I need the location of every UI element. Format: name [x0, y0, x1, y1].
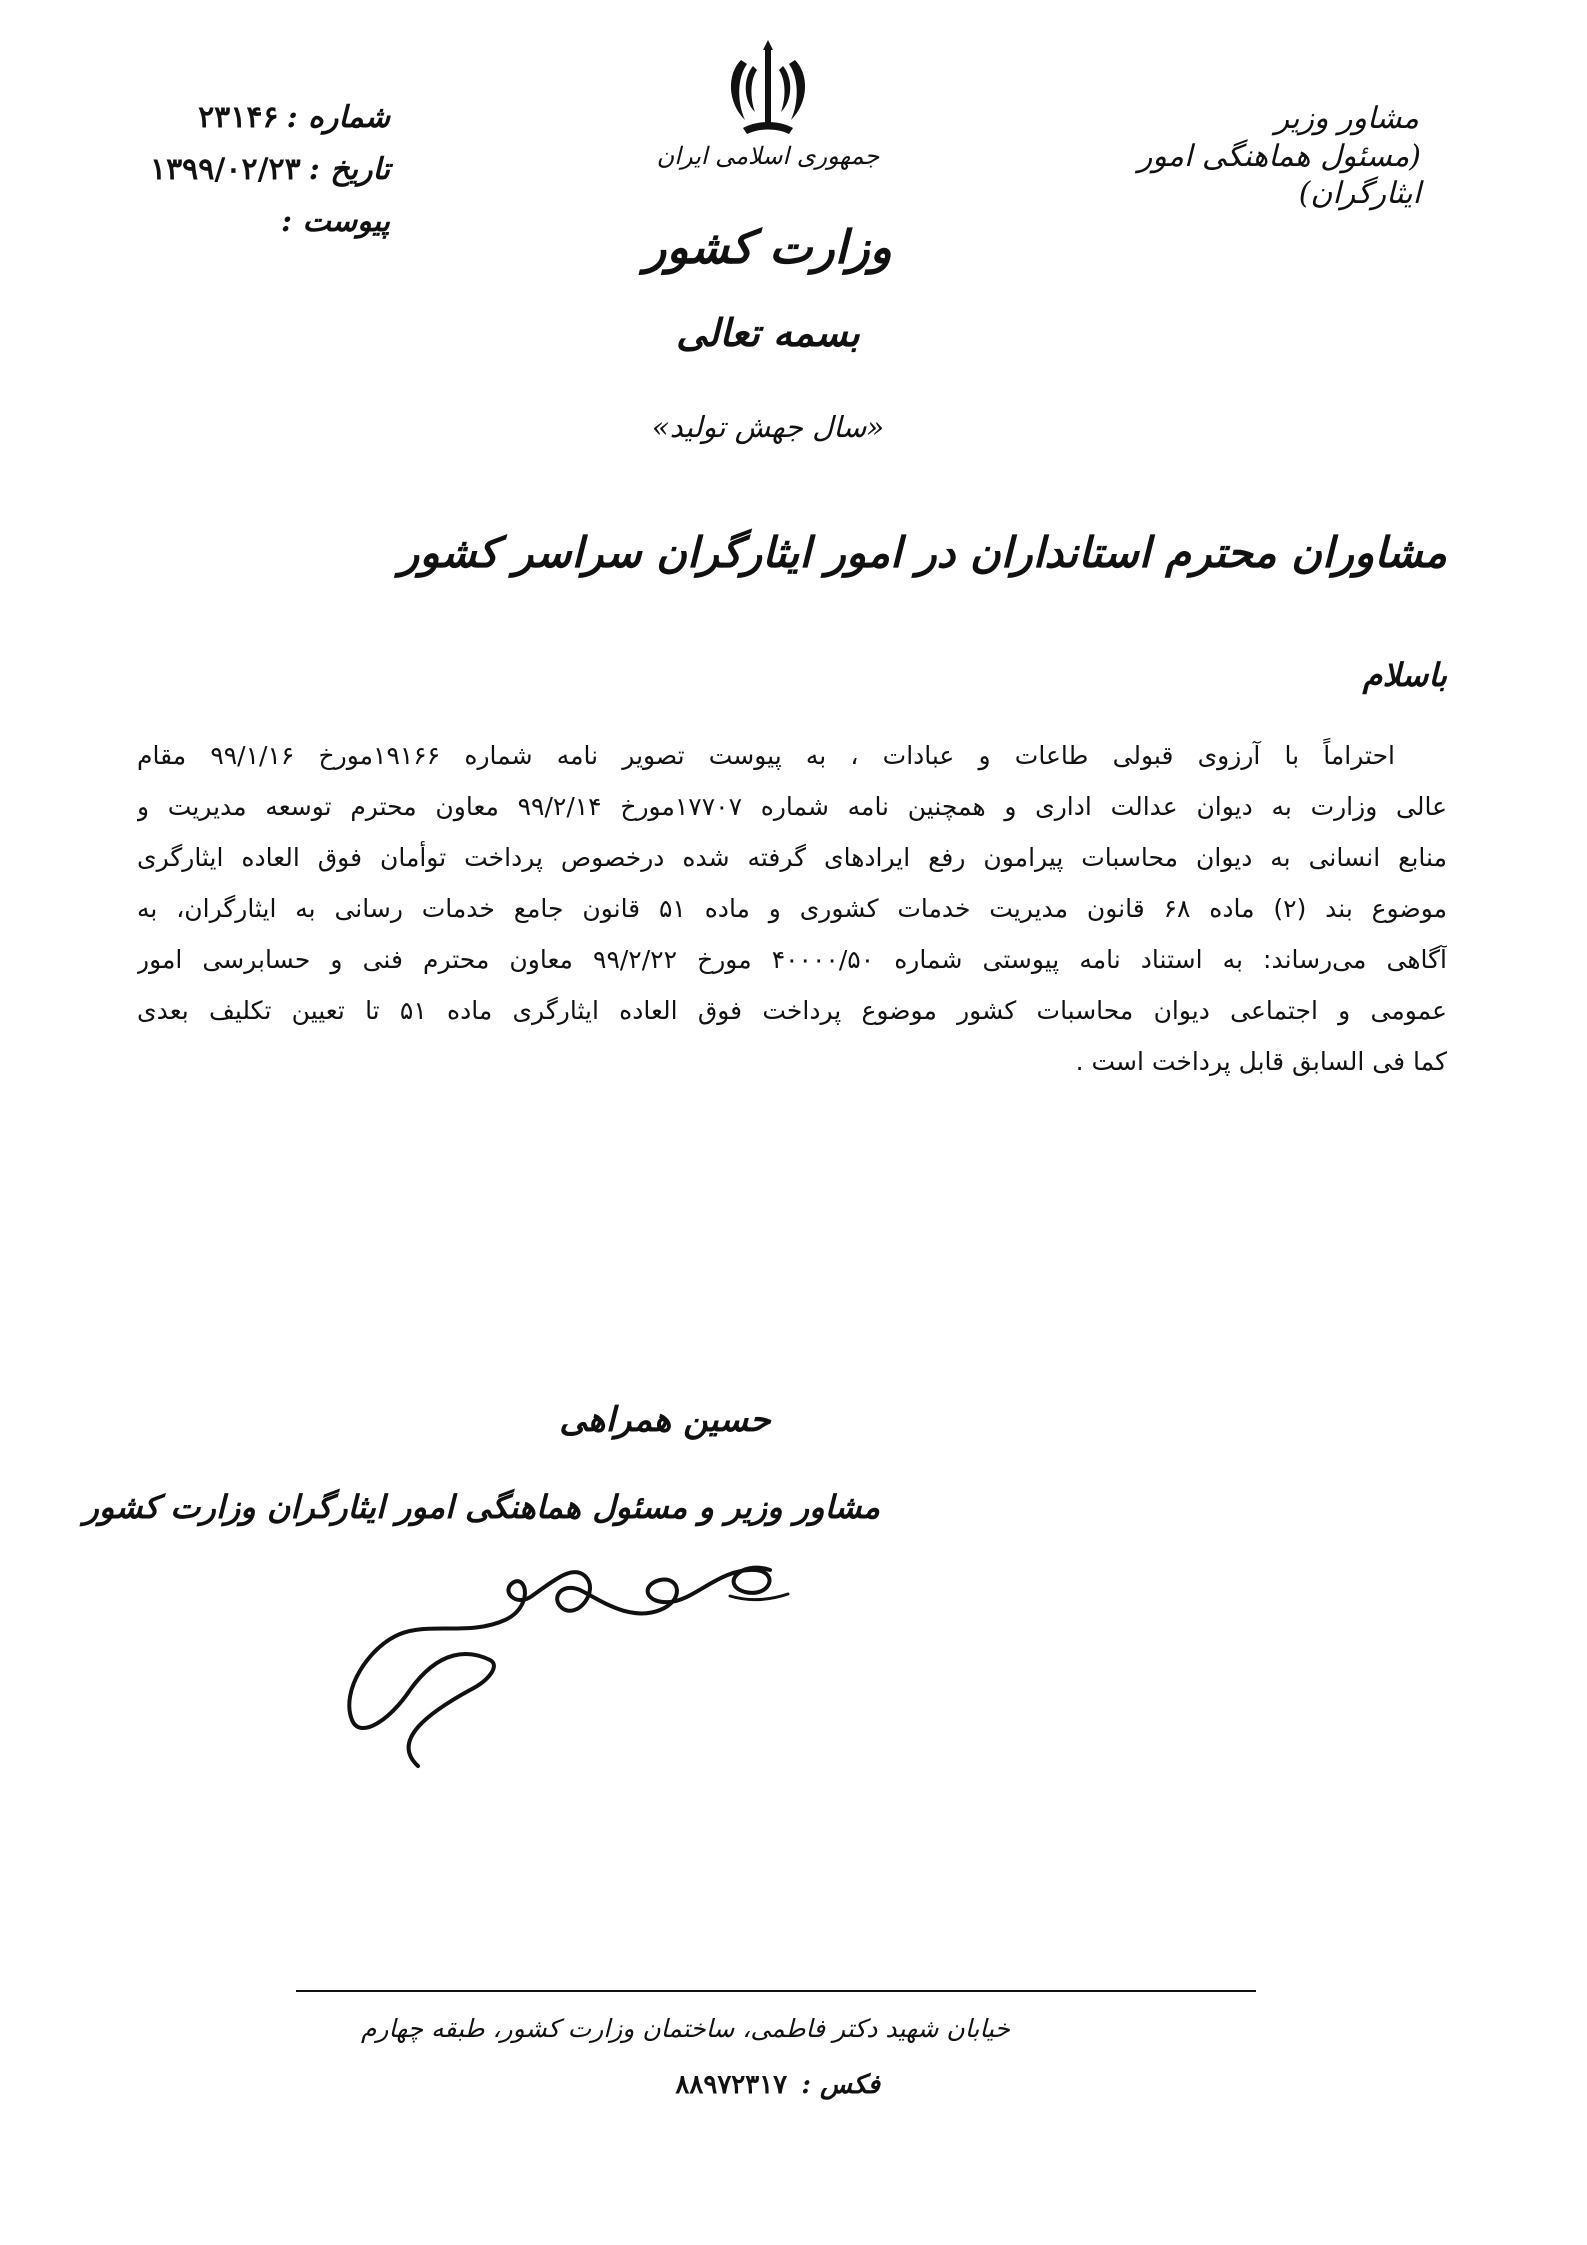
national-emblem-icon — [723, 40, 813, 140]
footer-divider — [296, 1990, 1256, 1992]
advisor-title: مشاور وزیر — [1274, 101, 1419, 136]
body-line: منابع انسانی به دیوان محاسبات پیرامون رفع ایرادهای گرفته شده درخصوص پرداخت توأمان فوق العاده ایثارگری — [137, 843, 1447, 872]
letter-greeting: باسلام — [1362, 656, 1447, 694]
letter-attachment-row — [120, 204, 390, 256]
letter-number-label: شماره : — [286, 100, 390, 135]
republic-label: جمهوری اسلامی ایران — [656, 142, 880, 170]
letter-attachment-label: پیوست : — [280, 204, 390, 239]
body-line: آگاهی می‌رساند: به استناد نامه پیوستی شماره ۴۰۰۰۰/۵۰ مورخ ۹۹/۲/۲۲ معاون محترم فنی و حسابرسی امور — [137, 945, 1447, 974]
body-line: موضوع بند (۲) ماده ۶۸ قانون مدیریت خدمات کشوری و ماده ۵۱ قانون جامع خدمات رسانی به ایثارگران، به — [137, 894, 1447, 923]
invocation-heading: بسمه تعالی — [676, 310, 860, 355]
letter-date-label: تاریخ : — [308, 152, 390, 187]
footer-address: خیابان شهید دکتر فاطمی، ساختمان وزارت کشور، طبقه چهارم — [360, 2014, 1010, 2043]
letter-date-row — [120, 152, 390, 204]
body-line: عمومی و اجتماعی دیوان محاسبات کشور موضوع پرداخت فوق العاده ایثارگری ماده ۵۱ تا تعیین تکلیف بعدی — [137, 996, 1447, 1025]
handwritten-signature — [300, 1530, 860, 1770]
fax-label: فکس : — [801, 2070, 880, 2100]
letter-number-value: ۲۳۱۴۶ — [198, 100, 279, 135]
signer-name: حسین همراهی — [559, 1400, 771, 1440]
advisor-header — [1091, 100, 1421, 213]
letter-recipient: مشاوران محترم استانداران در امور ایثارگران سراسر کشور — [399, 528, 1447, 577]
ministry-name: وزارت کشور — [644, 220, 892, 274]
letter-number-row — [120, 100, 390, 152]
body-line: احتراماً با آرزوی قبولی طاعات و عبادات ، به پیوست تصویر نامه شماره ۱۹۱۶۶مورخ ۹۹/۱/۱۶ مقام — [137, 741, 1395, 770]
year-slogan: «سال جهش تولید» — [651, 410, 885, 444]
body-line: کما فی السابق قابل پرداخت است . — [1075, 1047, 1447, 1076]
body-line: عالی وزارت به دیوان عدالت اداری و همچنین نامه شماره ۱۷۷۰۷مورخ ۹۹/۲/۱۴ معاون محترم توسعه مدیریت و — [137, 792, 1447, 821]
letter-meta — [120, 100, 390, 256]
footer-fax — [675, 2070, 880, 2100]
letter-body — [137, 730, 1447, 1087]
letter-date-value: ۱۳۹۹/۰۲/۲۳ — [149, 152, 301, 187]
fax-number: ۸۸۹۷۲۳۱۷ — [675, 2070, 788, 2100]
signer-title: مشاور وزیر و مسئول هماهنگی امور ایثارگران وزارت کشور — [83, 1488, 880, 1526]
advisor-subtitle: (مسئول هماهنگی امور ایثارگران) — [1137, 138, 1421, 211]
